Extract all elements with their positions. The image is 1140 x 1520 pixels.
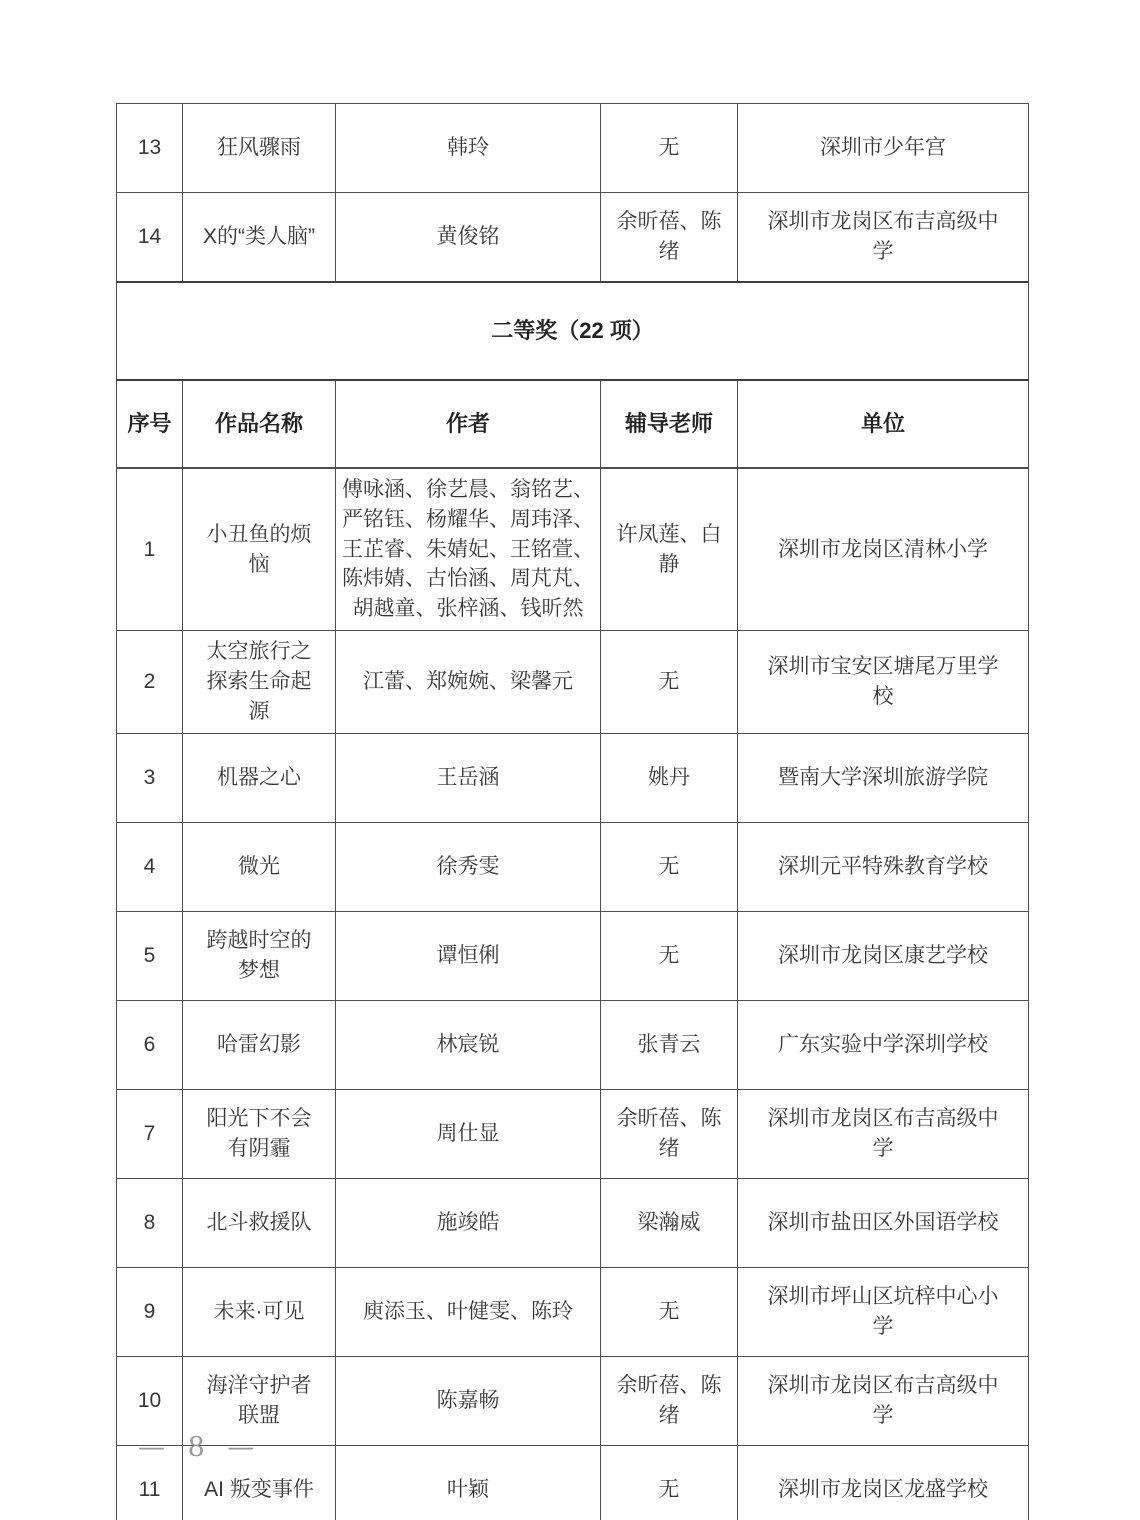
column-header-serial: 序号 (117, 380, 183, 468)
cell-serial-number: 5 (117, 911, 183, 1000)
cell-work-title: 北斗救援队 (183, 1178, 336, 1267)
cell-work-title: 机器之心 (183, 733, 336, 822)
table-head (117, 380, 1029, 468)
cell-work-title: 未来·可见 (183, 1267, 336, 1356)
cell-serial-number: 11 (117, 1445, 183, 1520)
cell-teachers: 无 (601, 822, 738, 911)
cell-teachers: 无 (601, 1445, 738, 1520)
table-row (117, 104, 1029, 193)
table-row (117, 1089, 1029, 1178)
table-row (117, 468, 1029, 631)
section-row (117, 282, 1029, 380)
cell-organization: 深圳市宝安区塘尾万里学校 (738, 631, 1029, 733)
cell-organization: 深圳市龙岗区清林小学 (738, 468, 1029, 631)
second-prize-rows (117, 468, 1029, 1520)
cell-work-title: 海洋守护者联盟 (183, 1356, 336, 1445)
cell-teachers: 姚丹 (601, 733, 738, 822)
table-row (117, 911, 1029, 1000)
cell-work-title: 阳光下不会有阴霾 (183, 1089, 336, 1178)
table-header-row (117, 380, 1029, 468)
cell-work-title: 微光 (183, 822, 336, 911)
table-row (117, 733, 1029, 822)
cell-work-title: 小丑鱼的烦恼 (183, 468, 336, 631)
table-row (117, 193, 1029, 283)
column-header-teachers: 辅导老师 (601, 380, 738, 468)
table-row (117, 822, 1029, 911)
cell-authors: 谭恒俐 (336, 911, 601, 1000)
cell-serial-number: 14 (117, 193, 183, 283)
cell-authors: 叶颖 (336, 1445, 601, 1520)
cell-teachers: 无 (601, 104, 738, 193)
cell-organization: 广东实验中学深圳学校 (738, 1000, 1029, 1089)
cell-serial-number: 4 (117, 822, 183, 911)
awards-table (116, 103, 1029, 1520)
cell-teachers: 无 (601, 631, 738, 733)
cell-teachers: 余昕蓓、陈绪 (601, 1356, 738, 1445)
cell-authors: 黄俊铭 (336, 193, 601, 283)
cell-work-title: 哈雷幻影 (183, 1000, 336, 1089)
cell-teachers: 许凤莲、白静 (601, 468, 738, 631)
cell-teachers: 无 (601, 911, 738, 1000)
cell-organization: 深圳市龙岗区布吉高级中学 (738, 1356, 1029, 1445)
cell-serial-number: 9 (117, 1267, 183, 1356)
cell-organization: 深圳市龙岗区布吉高级中学 (738, 1089, 1029, 1178)
cell-authors: 施竣皓 (336, 1178, 601, 1267)
cell-teachers: 无 (601, 1267, 738, 1356)
cell-serial-number: 13 (117, 104, 183, 193)
cell-teachers: 张青云 (601, 1000, 738, 1089)
column-header-authors: 作者 (336, 380, 601, 468)
column-header-work-title: 作品名称 (183, 380, 336, 468)
cell-teachers: 余昕蓓、陈绪 (601, 1089, 738, 1178)
cell-organization: 暨南大学深圳旅游学院 (738, 733, 1029, 822)
section-title: 二等奖（22 项） (117, 282, 1029, 380)
cell-work-title: 狂风骤雨 (183, 104, 336, 193)
page-number: — 8 — (138, 1432, 262, 1463)
cell-serial-number: 7 (117, 1089, 183, 1178)
column-header-organization: 单位 (738, 380, 1029, 468)
table-row (117, 1267, 1029, 1356)
table-row (117, 1000, 1029, 1089)
cell-work-title: AI 叛变事件 (183, 1445, 336, 1520)
cell-authors: 陈嘉畅 (336, 1356, 601, 1445)
table-row (117, 631, 1029, 733)
cell-organization: 深圳元平特殊教育学校 (738, 822, 1029, 911)
cell-organization: 深圳市龙岗区布吉高级中学 (738, 193, 1029, 283)
cell-serial-number: 1 (117, 468, 183, 631)
cell-authors: 傅咏涵、徐艺晨、翁铭艺、严铭钰、杨耀华、周玮泽、王芷睿、朱婧妃、王铭萱、陈炜婧、古怡涵、周芃芃、胡越童、张梓涵、钱昕然 (336, 468, 601, 631)
cell-serial-number: 8 (117, 1178, 183, 1267)
continuation-rows (117, 104, 1029, 283)
cell-authors: 林宸锐 (336, 1000, 601, 1089)
cell-organization: 深圳市盐田区外国语学校 (738, 1178, 1029, 1267)
cell-serial-number: 6 (117, 1000, 183, 1089)
cell-authors: 徐秀雯 (336, 822, 601, 911)
cell-organization: 深圳市龙岗区康艺学校 (738, 911, 1029, 1000)
cell-work-title: X的“类人脑” (183, 193, 336, 283)
cell-work-title: 跨越时空的梦想 (183, 911, 336, 1000)
cell-work-title: 太空旅行之探索生命起源 (183, 631, 336, 733)
cell-authors: 江蕾、郑婉婉、梁馨元 (336, 631, 601, 733)
cell-serial-number: 2 (117, 631, 183, 733)
cell-authors: 韩玲 (336, 104, 601, 193)
cell-authors: 庾添玉、叶健雯、陈玲 (336, 1267, 601, 1356)
cell-authors: 王岳涵 (336, 733, 601, 822)
cell-teachers: 余昕蓓、陈绪 (601, 193, 738, 283)
cell-organization: 深圳市龙岗区龙盛学校 (738, 1445, 1029, 1520)
cell-organization: 深圳市坪山区坑梓中心小学 (738, 1267, 1029, 1356)
table-row (117, 1178, 1029, 1267)
cell-teachers: 梁瀚威 (601, 1178, 738, 1267)
cell-serial-number: 3 (117, 733, 183, 822)
section-banner (117, 282, 1029, 380)
cell-organization: 深圳市少年宫 (738, 104, 1029, 193)
cell-authors: 周仕显 (336, 1089, 601, 1178)
cell-serial-number: 10 (117, 1356, 183, 1445)
